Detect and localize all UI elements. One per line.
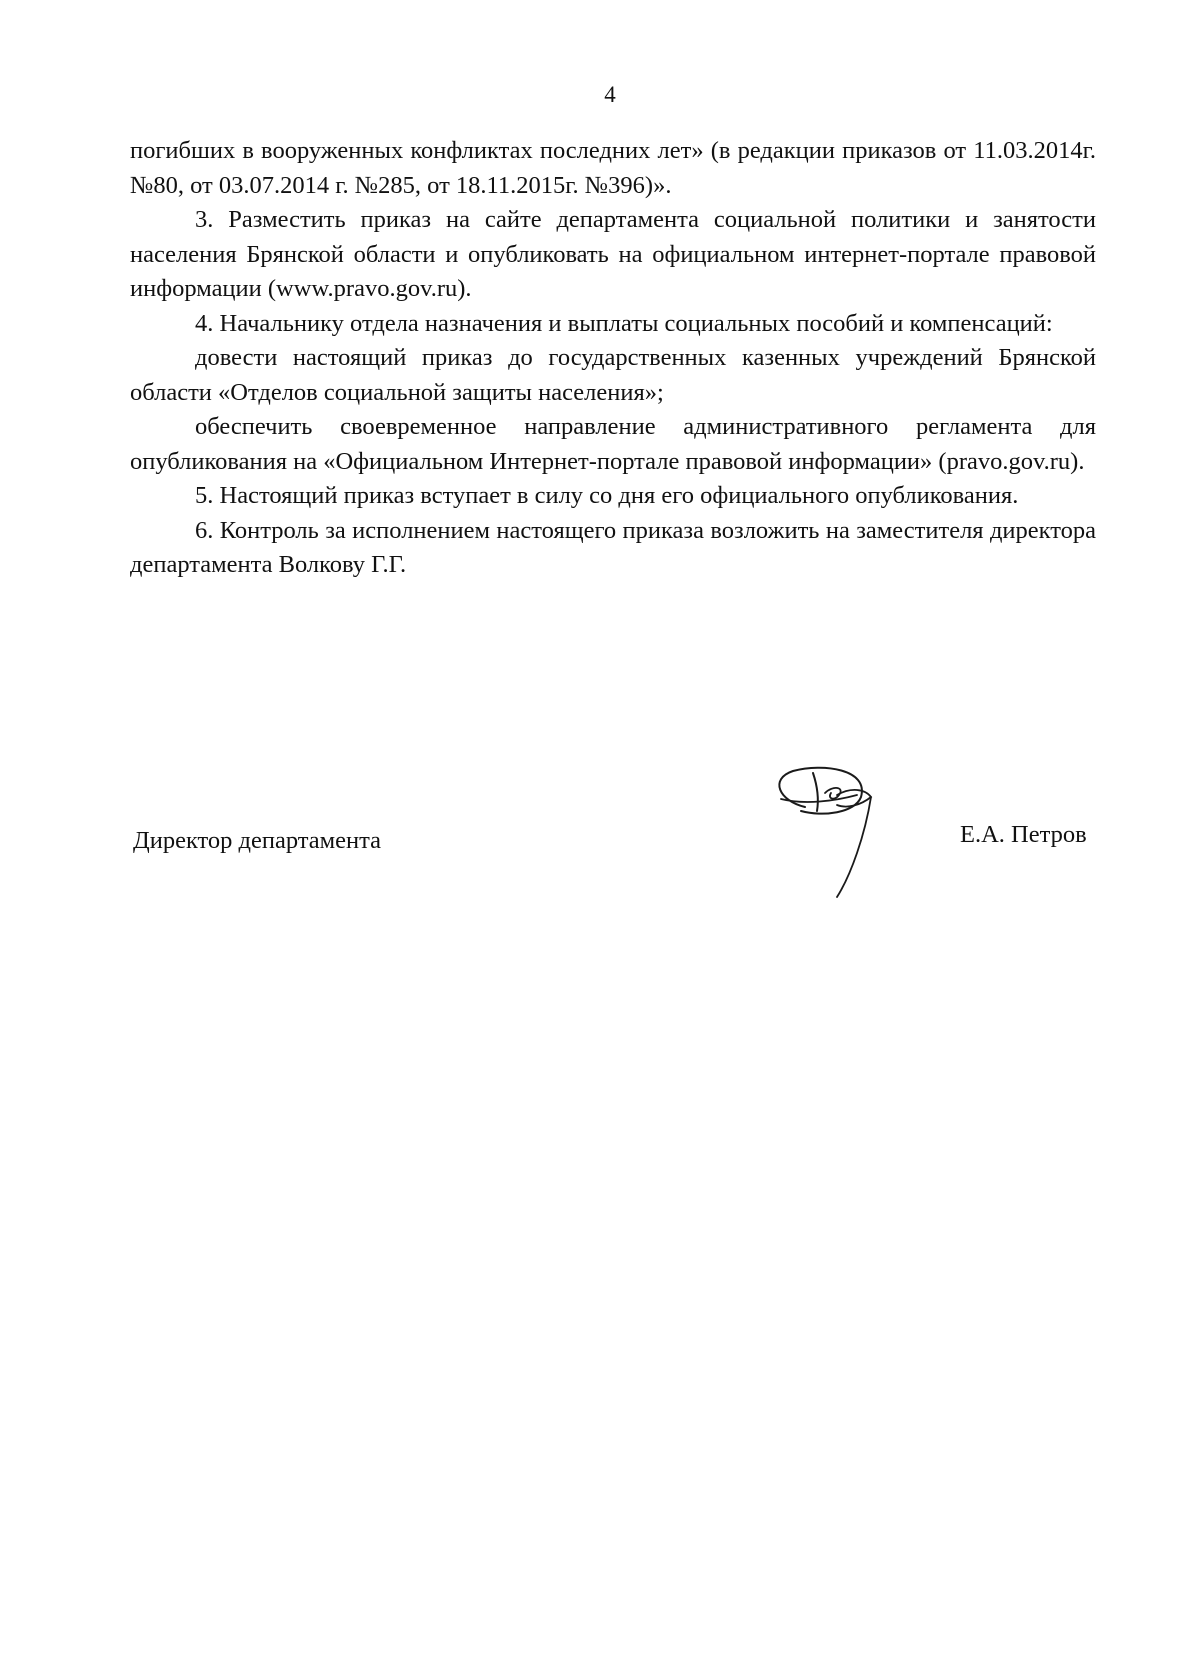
paragraph-continuation: погибших в вооруженных конфликтах последних лет» (в редакции приказов от 11.03.2014г. №80, от 03.07.2014 г. №285, от 18.11.2015г. №396)». [130,137,1096,199]
paragraph-item-6: 6. Контроль за исполнением настоящего приказа возложить на заместителя директора департамента Волкову Г.Г. [130,516,1096,578]
handwritten-signature [765,765,935,955]
signatory-title: Директор департамента [133,827,382,854]
signatory-name: Е.А. Петров [960,821,1087,848]
paragraph-item-5: 5. Настоящий приказ вступает в силу со дня его официального опубликования. [195,482,1019,509]
page-number: 4 [604,82,616,107]
paragraph-item-4: 4. Начальнику отдела назначения и выплаты социальных пособий и компенсаций: [195,309,1053,337]
paragraph-item-4-sub-2: обеспечить своевременное направление административного регламента для опубликования на «Официальном Интернет-портале правовой информации» (pravo.gov.ru). [130,413,1096,475]
paragraph-item-4-sub-1: довести настоящий приказ до государственных казенных учреждений Брянской области «Отделов социальной защиты населения»; [130,344,1096,406]
document-body [130,134,1096,583]
paragraph-item-3: 3. Разместить приказ на сайте департамента социальной политики и занятости населения Брянской области и опубликовать на официальном интернет-портале правовой информации (www.pravo.gov.ru). [130,206,1096,302]
